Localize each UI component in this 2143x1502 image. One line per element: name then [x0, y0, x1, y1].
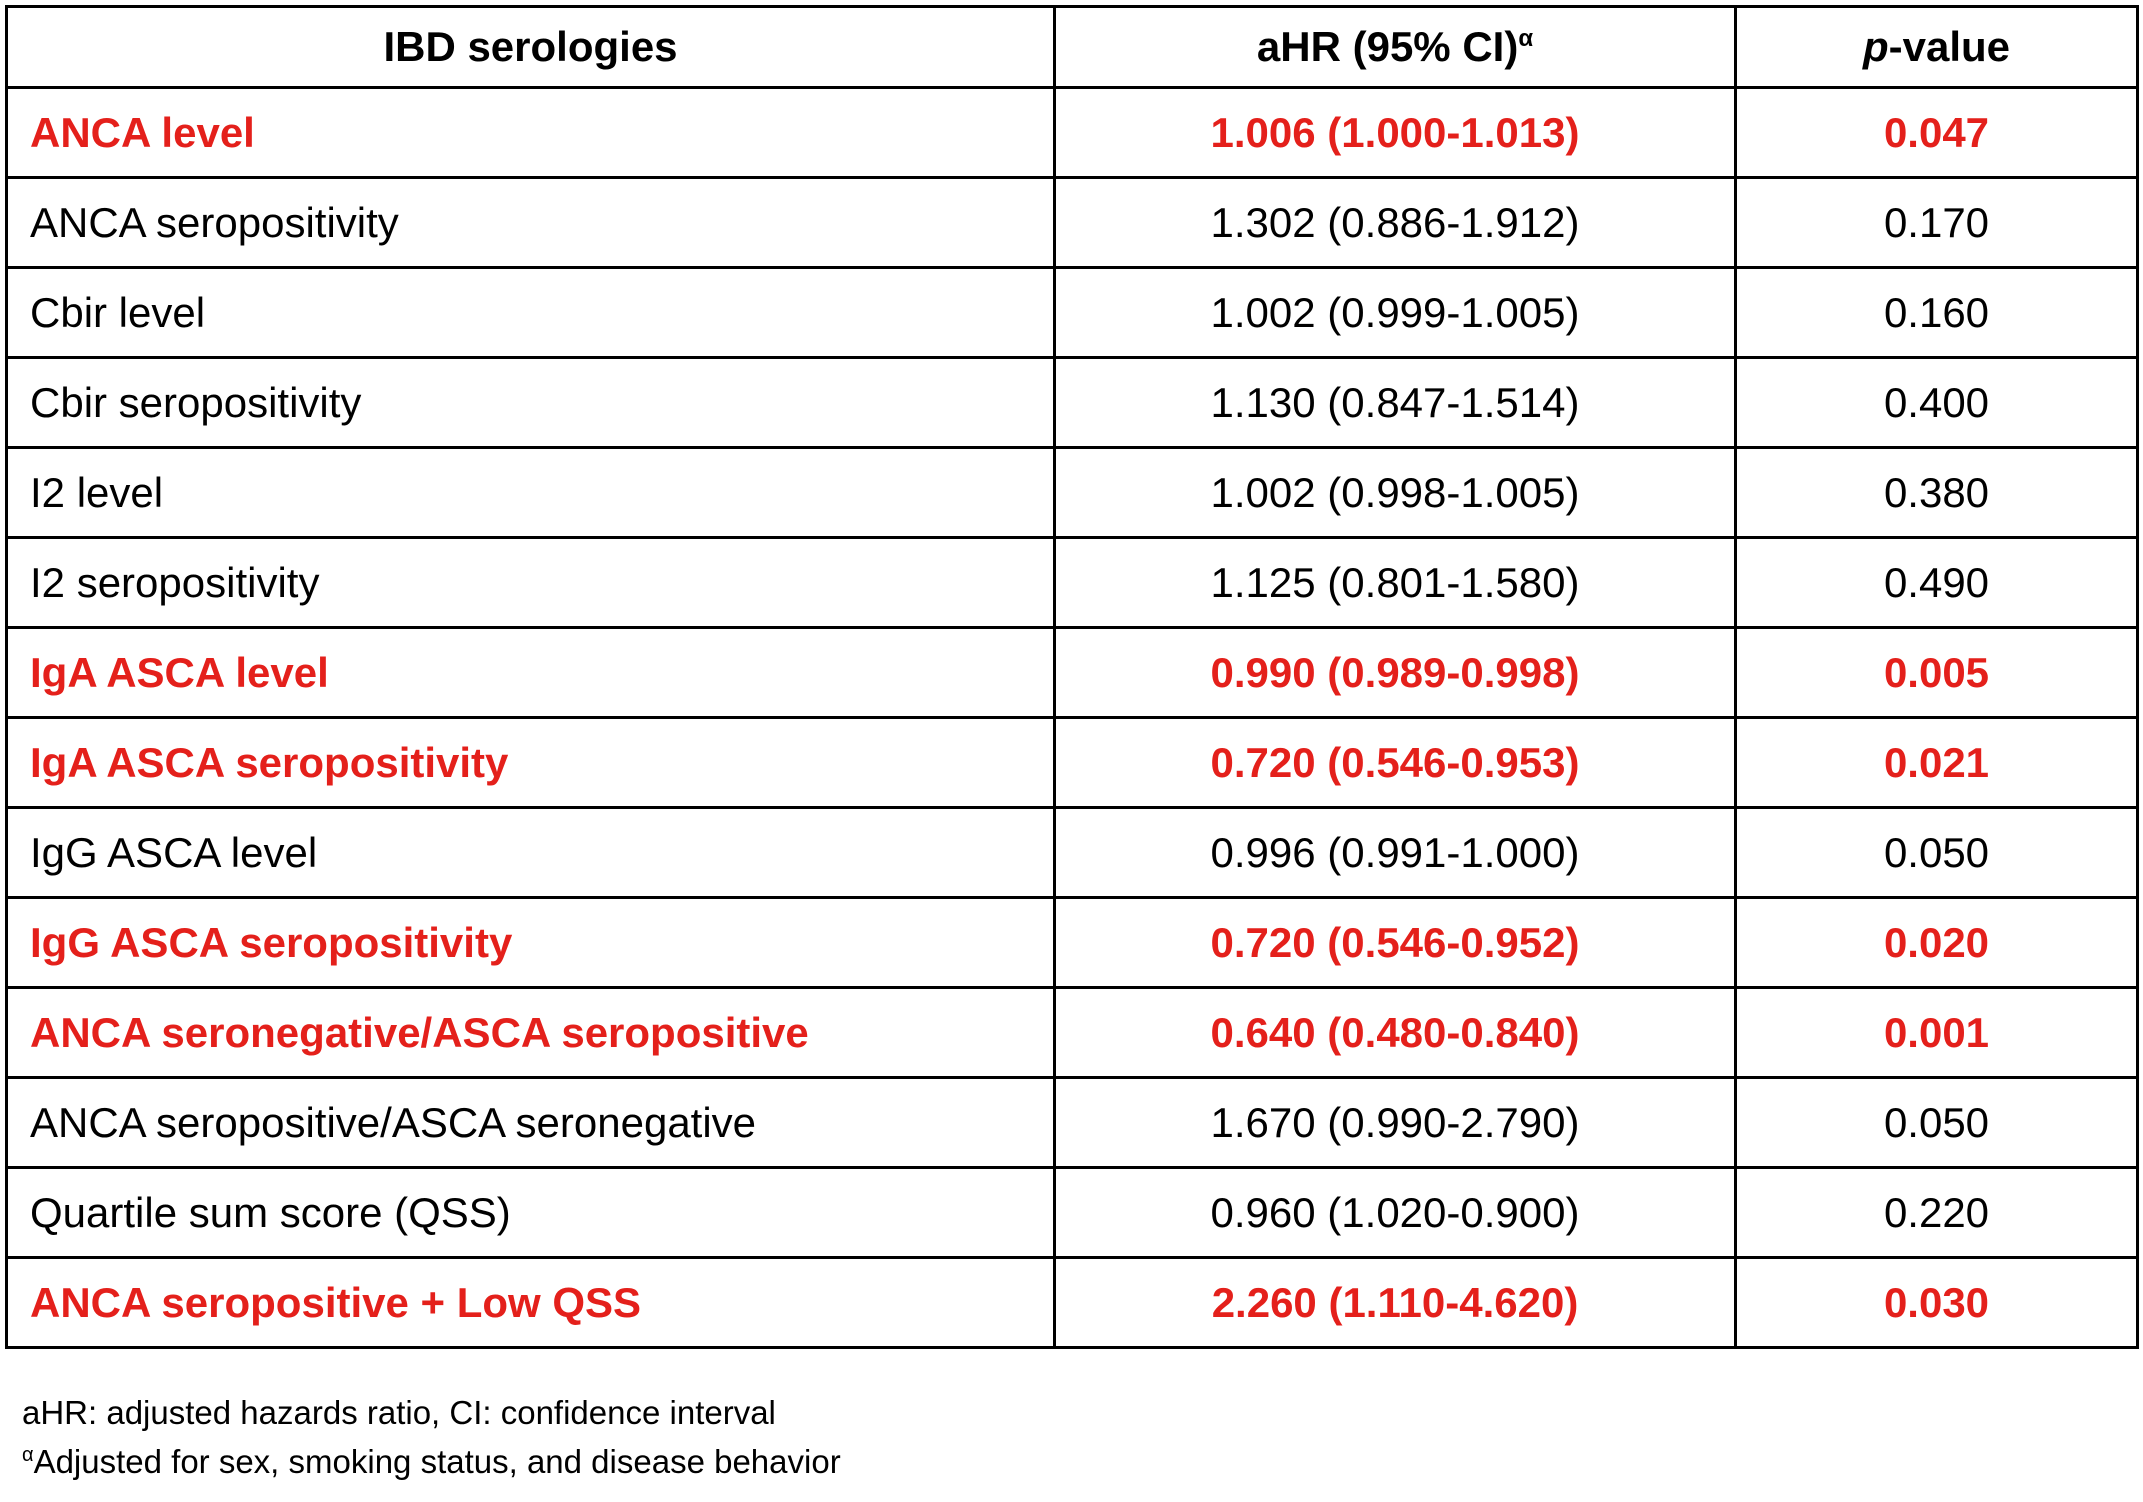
row-ahr: 2.260 (1.110-4.620) [1055, 1258, 1736, 1348]
row-ahr: 0.990 (0.989-0.998) [1055, 628, 1736, 718]
row-ahr: 1.302 (0.886-1.912) [1055, 178, 1736, 268]
row-p-value: 0.020 [1736, 898, 2138, 988]
row-p-value: 0.400 [1736, 358, 2138, 448]
row-p-value: 0.030 [1736, 1258, 2138, 1348]
row-ahr: 0.720 (0.546-0.953) [1055, 718, 1736, 808]
row-p-value: 0.160 [1736, 268, 2138, 358]
row-label: I2 level [7, 448, 1055, 538]
row-p-value: 0.001 [1736, 988, 2138, 1078]
row-ahr: 0.960 (1.020-0.900) [1055, 1168, 1736, 1258]
table-row [7, 628, 2138, 718]
row-ahr: 1.125 (0.801-1.580) [1055, 538, 1736, 628]
row-p-value: 0.050 [1736, 808, 2138, 898]
row-p-value: 0.170 [1736, 178, 2138, 268]
table-row [7, 268, 2138, 358]
serology-results-table [5, 5, 2139, 1349]
header-p-italic: p [1862, 23, 1889, 70]
row-label: ANCA seropositive/ASCA seronegative [7, 1078, 1055, 1168]
row-p-value: 0.380 [1736, 448, 2138, 538]
table-row [7, 718, 2138, 808]
table-row [7, 1258, 2138, 1348]
row-label: Cbir level [7, 268, 1055, 358]
row-p-value: 0.047 [1736, 88, 2138, 178]
table-row [7, 1168, 2138, 1258]
row-ahr: 0.996 (0.991-1.000) [1055, 808, 1736, 898]
table-row [7, 808, 2138, 898]
row-ahr: 0.720 (0.546-0.952) [1055, 898, 1736, 988]
row-ahr: 1.002 (0.999-1.005) [1055, 268, 1736, 358]
table-row [7, 538, 2138, 628]
row-p-value: 0.005 [1736, 628, 2138, 718]
table-row [7, 88, 2138, 178]
table-row [7, 358, 2138, 448]
row-ahr: 1.006 (1.000-1.013) [1055, 88, 1736, 178]
header-p-rest: -value [1888, 23, 2011, 70]
row-label: ANCA level [7, 88, 1055, 178]
row-ahr: 1.130 (0.847-1.514) [1055, 358, 1736, 448]
row-ahr: 1.670 (0.990-2.790) [1055, 1078, 1736, 1168]
table-row [7, 178, 2138, 268]
row-label: Cbir seropositivity [7, 358, 1055, 448]
header-ahr-text: aHR (95% CI) [1256, 23, 1519, 70]
table-row [7, 988, 2138, 1078]
row-p-value: 0.021 [1736, 718, 2138, 808]
row-label: IgA ASCA level [7, 628, 1055, 718]
footnote-adjustment [22, 1437, 841, 1486]
row-p-value: 0.490 [1736, 538, 2138, 628]
row-label: ANCA seropositivity [7, 178, 1055, 268]
row-label: ANCA seronegative/ASCA seropositive [7, 988, 1055, 1078]
row-ahr: 1.002 (0.998-1.005) [1055, 448, 1736, 538]
row-ahr: 0.640 (0.480-0.840) [1055, 988, 1736, 1078]
results-table-container [5, 5, 2136, 1349]
table-row [7, 448, 2138, 538]
header-ahr [1055, 7, 1736, 88]
table-row [7, 898, 2138, 988]
row-label: IgG ASCA level [7, 808, 1055, 898]
row-label: ANCA seropositive + Low QSS [7, 1258, 1055, 1348]
row-p-value: 0.050 [1736, 1078, 2138, 1168]
row-label: I2 seropositivity [7, 538, 1055, 628]
footnote-abbreviations: aHR: adjusted hazards ratio, CI: confidence interval [22, 1394, 776, 1431]
table-footnotes [22, 1388, 841, 1486]
header-ibd-serologies: IBD serologies [7, 7, 1055, 88]
header-ahr-superscript: α [1518, 25, 1534, 52]
table-header-row [7, 7, 2138, 88]
footnote-superscript: α [22, 1444, 34, 1466]
header-p-value [1736, 7, 2138, 88]
row-label: Quartile sum score (QSS) [7, 1168, 1055, 1258]
footnote-adjustment-text: Adjusted for sex, smoking status, and disease behavior [33, 1443, 841, 1480]
row-label: IgG ASCA seropositivity [7, 898, 1055, 988]
row-p-value: 0.220 [1736, 1168, 2138, 1258]
row-label: IgA ASCA seropositivity [7, 718, 1055, 808]
table-row [7, 1078, 2138, 1168]
